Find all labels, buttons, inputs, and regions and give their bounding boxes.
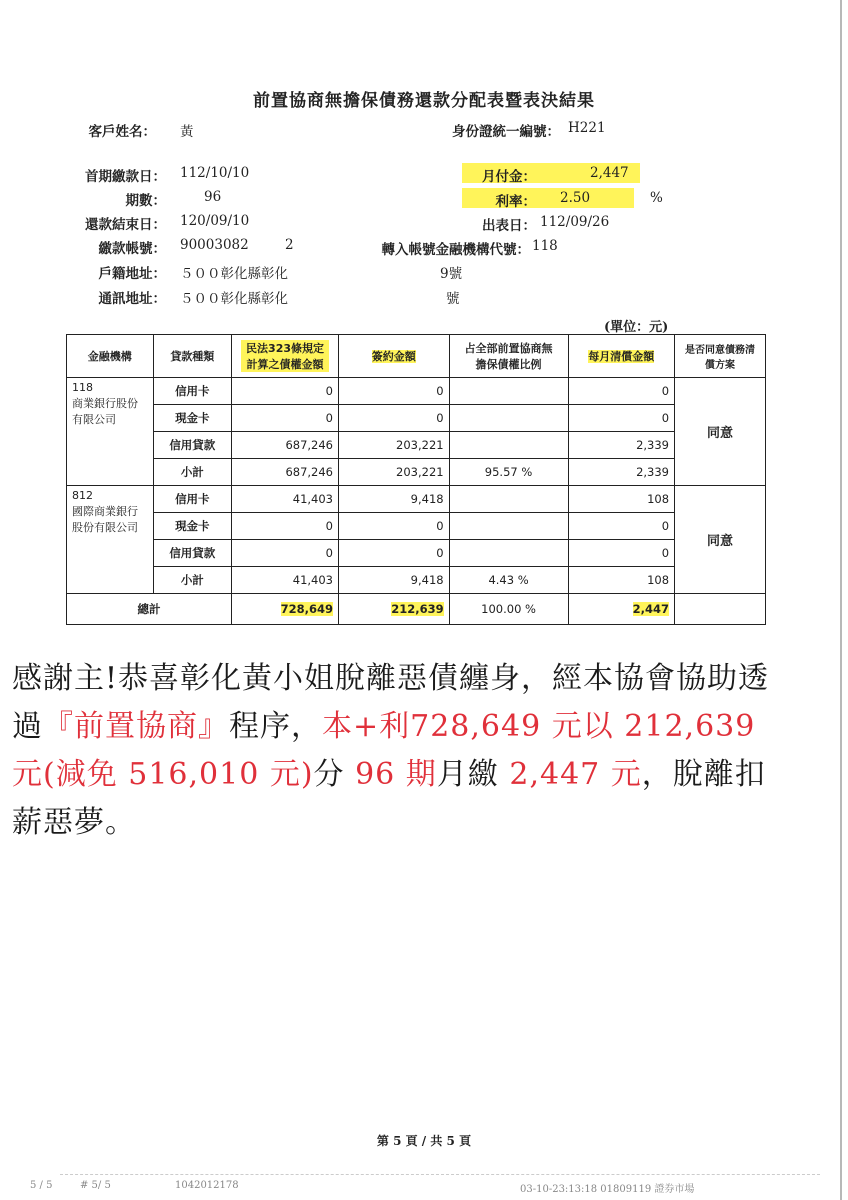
table-header-row <box>67 335 766 378</box>
rate-value: 2.50 <box>560 190 591 206</box>
bank-2-row-2-civil: 0 <box>232 513 339 540</box>
periods-label: 期數： <box>125 193 166 209</box>
bank-1-subtotal-monthly: 2,339 <box>568 459 675 486</box>
banner-part9: ，脫離扣薪惡夢。 <box>12 757 766 840</box>
table-row <box>67 378 766 405</box>
bank-1-row-1-ratio <box>449 378 568 405</box>
bank-2-agree: 同意 <box>675 486 766 594</box>
bank-1-name <box>67 378 154 486</box>
bank-2-name <box>67 486 154 594</box>
bank-1-row-1-monthly: 0 <box>568 378 675 405</box>
total-civil-cell <box>232 594 339 625</box>
bank-1-row-3-ratio <box>449 432 568 459</box>
bank-2-row-2-ratio <box>449 513 568 540</box>
banner-part1: 感謝主!恭喜彰化黃小姐脫離惡債纏身，經本協會協助透過 <box>12 661 770 744</box>
bank-1-row-3-civil: 687,246 <box>232 432 339 459</box>
header-contract <box>339 335 450 378</box>
total-row <box>67 594 766 625</box>
page-edge <box>840 0 842 1200</box>
bank-2-row-1-type: 信用卡 <box>153 486 232 513</box>
table-row <box>67 567 766 594</box>
bank-2-row-3-type: 信用貸款 <box>153 540 232 567</box>
bank-1-row-2-contract: 0 <box>339 405 450 432</box>
header-institution: 金融機構 <box>67 335 154 378</box>
header-contract-text: 簽約金額 <box>371 350 416 363</box>
total-civil: 728,649 <box>280 602 333 616</box>
header-monthly-text: 每月清償金額 <box>588 350 655 363</box>
customer-name-value: 黃 <box>180 124 194 140</box>
allocation-table <box>66 334 766 625</box>
household-suffix: 9號 <box>440 266 463 282</box>
issue-date-label: 出表日： <box>482 218 536 234</box>
banner-part6: 96 期 <box>355 757 437 792</box>
page-indicator: 第 5 頁 / 共 5 頁 <box>376 1134 472 1148</box>
bank-2-row-2-type: 現金卡 <box>153 513 232 540</box>
bank-2-row-3-ratio <box>449 540 568 567</box>
table-row <box>67 432 766 459</box>
monthly-value: 2,447 <box>590 165 629 181</box>
bank-2-subtotal-civil: 41,403 <box>232 567 339 594</box>
customer-name-label: 客戶姓名： <box>88 124 156 140</box>
footer-left: 5 / 5 <box>30 1180 53 1191</box>
bank-1-name-text: 118 商業銀行股份有限公司 <box>72 381 138 426</box>
account-label: 繳款帳號： <box>98 241 166 257</box>
issue-date-value: 112/09/26 <box>540 214 610 230</box>
bank-1-row-3-monthly: 2,339 <box>568 432 675 459</box>
banner-part4: 本+利728,649 元以 212,639 元(減免 516,010 元) <box>12 709 756 792</box>
bank-2-subtotal-contract: 9,418 <box>339 567 450 594</box>
banner-part5: 分 <box>313 757 356 792</box>
header-agree <box>675 335 766 378</box>
bank-2-row-3-monthly: 0 <box>568 540 675 567</box>
bank-2-subtotal-monthly: 108 <box>568 567 675 594</box>
bank-2-row-1-contract: 9,418 <box>339 486 450 513</box>
id-label: 身份證統一編號： <box>452 124 560 140</box>
mail-suffix: 號 <box>446 291 460 307</box>
footer-right: 03-10-23:13:18 01809119 證券市場 <box>520 1184 695 1195</box>
banner-part8: 2,447 元 <box>509 757 642 792</box>
header-ratio <box>449 335 568 378</box>
footer-middle: 1042012178 <box>175 1180 239 1191</box>
bank-1-row-2-civil: 0 <box>232 405 339 432</box>
bank-1-subtotal-civil: 687,246 <box>232 459 339 486</box>
mail-value: ５００彰化縣彰化 <box>180 291 288 307</box>
document-title: 前置協商無擔保債務還款分配表暨表決結果 <box>253 91 595 111</box>
total-monthly-cell <box>568 594 675 625</box>
bank-2-row-1-civil: 41,403 <box>232 486 339 513</box>
bank-1-row-2-ratio <box>449 405 568 432</box>
account-suffix: 2 <box>285 237 294 253</box>
bank-code-label: 轉入帳號金融機構代號： <box>381 242 530 258</box>
bank-2-row-1-monthly: 108 <box>568 486 675 513</box>
bank-1-row-2-type: 現金卡 <box>153 405 232 432</box>
bank-1-row-1-type: 信用卡 <box>153 378 232 405</box>
bank-2-subtotal-type: 小計 <box>153 567 232 594</box>
table-row <box>67 486 766 513</box>
table-row <box>67 405 766 432</box>
banner-part3: 程序， <box>229 709 322 744</box>
first-payment-label: 首期繳款日： <box>85 169 166 185</box>
table-row <box>67 459 766 486</box>
bank-2-row-1-ratio <box>449 486 568 513</box>
bank-1-row-3-contract: 203,221 <box>339 432 450 459</box>
bank-1-row-3-type: 信用貸款 <box>153 432 232 459</box>
id-value: H221 <box>568 120 606 136</box>
end-date-value: 120/09/10 <box>180 213 250 229</box>
banner-part7: 月繳 <box>436 757 510 792</box>
end-date-label: 還款結束日： <box>85 217 166 233</box>
bank-1-subtotal-type: 小計 <box>153 459 232 486</box>
header-agree-text: 是否同意債務清償方案 <box>685 345 755 371</box>
banner-part2: 『前置協商』 <box>43 709 229 744</box>
periods-value: 96 <box>204 189 222 205</box>
total-monthly: 2,447 <box>632 602 670 616</box>
table-row <box>67 540 766 567</box>
footer-divider <box>60 1174 820 1176</box>
household-label: 戶籍地址： <box>98 266 166 282</box>
monthly-label: 月付金： <box>482 169 536 185</box>
rate-label: 利率： <box>495 194 536 210</box>
total-agree-empty <box>675 594 766 625</box>
header-civil-law <box>232 335 339 378</box>
bank-1-subtotal-contract: 203,221 <box>339 459 450 486</box>
bank-2-row-2-monthly: 0 <box>568 513 675 540</box>
header-loan-type: 貸款種類 <box>153 335 232 378</box>
household-value: ５００彰化縣彰化 <box>180 266 288 282</box>
mail-label: 通訊地址： <box>98 291 166 307</box>
account-value: 90003082 <box>180 237 249 253</box>
header-monthly <box>568 335 675 378</box>
bank-2-row-3-civil: 0 <box>232 540 339 567</box>
rate-unit: % <box>650 190 663 206</box>
bank-1-subtotal-ratio: 95.57 % <box>449 459 568 486</box>
footer-left2: # 5/ 5 <box>80 1180 111 1191</box>
bank-2-subtotal-ratio: 4.43 % <box>449 567 568 594</box>
bank-2-row-2-contract: 0 <box>339 513 450 540</box>
total-ratio: 100.00 % <box>449 594 568 625</box>
total-contract-cell <box>339 594 450 625</box>
total-contract: 212,639 <box>391 602 444 616</box>
bank-1-row-1-contract: 0 <box>339 378 450 405</box>
bank-2-row-3-contract: 0 <box>339 540 450 567</box>
bank-code-value: 118 <box>532 238 558 254</box>
header-ratio-text: 占全部前置協商無擔保債權比例 <box>464 342 553 371</box>
unit-label: (單位：元) <box>604 320 669 335</box>
header-civil-law-text: 民法323條規定計算之債權金額 <box>241 340 329 372</box>
bank-1-agree: 同意 <box>675 378 766 486</box>
first-payment-value: 112/10/10 <box>180 165 250 181</box>
total-label: 總計 <box>67 594 232 625</box>
bank-1-row-1-civil: 0 <box>232 378 339 405</box>
bank-1-row-2-monthly: 0 <box>568 405 675 432</box>
bank-2-name-text: 812 國際商業銀行股份有限公司 <box>72 489 138 534</box>
congratulation-banner <box>12 655 774 847</box>
table-row <box>67 513 766 540</box>
